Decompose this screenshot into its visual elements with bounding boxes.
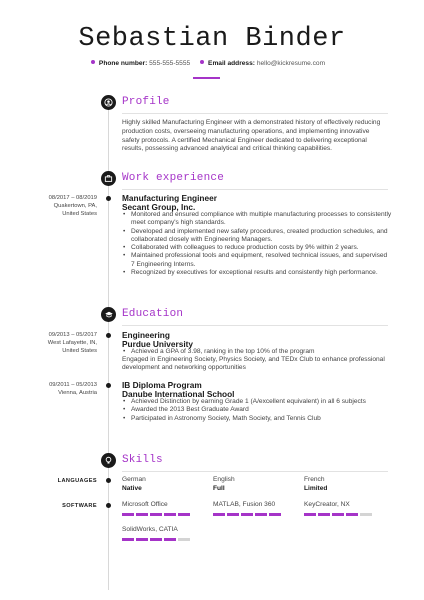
lightbulb-icon: [101, 453, 116, 468]
skill-rating-bar: [122, 538, 190, 541]
job-location: United States: [62, 211, 97, 217]
timeline-dot: [106, 478, 111, 483]
skill-rating-segment: [164, 513, 176, 516]
school-name: Danube International School: [122, 389, 235, 399]
skill-rating-segment: [227, 513, 239, 516]
language-level: Full: [213, 485, 225, 492]
education-date-range: 09/2011 – 05/2013: [49, 382, 97, 388]
section-divider: [122, 325, 388, 326]
list-item: • Awarded the 2013 Best Graduate Award: [122, 406, 392, 414]
skill-rating-segment: [122, 538, 134, 541]
job-company: Secant Group, Inc.: [122, 202, 196, 212]
skill-rating-bar: [122, 513, 190, 516]
software-name: MATLAB, Fusion 360: [213, 501, 276, 508]
graduation-cap-icon: [101, 307, 116, 322]
skill-rating-segment: [178, 513, 190, 516]
school-name: Purdue University: [122, 339, 194, 349]
work-section-title: Work experience: [122, 172, 225, 184]
list-item: • Collaborated with colleagues to reduce production costs by 9% within 2 years.: [122, 244, 392, 252]
skill-rating-bar: [213, 513, 281, 516]
skill-rating-segment: [136, 538, 148, 541]
profile-summary: Highly skilled Manufacturing Engineer with a demonstrated history of effectively reducing production costs, overseeing manufacturing operations, and implementing innovative safety protocols. A certified Mechanical Engineer dedicated to delivering exceptional results, possessing advanced analytical and critical thinking capabilities.: [122, 119, 381, 153]
contact-info: [0, 60, 424, 67]
languages-label: LANGUAGES: [57, 478, 97, 484]
job-date-range: 08/2017 – 08/2019: [48, 195, 97, 201]
degree-title: Engineering: [122, 330, 170, 340]
software-name: KeyCreator, NX: [304, 501, 350, 508]
skill-rating-segment: [150, 538, 162, 541]
list-item: • Developed and implemented new safety procedures, created production schedules, and collaborated closely with Engineering Managers.: [122, 228, 392, 245]
job-title: Manufacturing Engineer: [122, 193, 217, 203]
section-divider: [122, 189, 388, 190]
list-item: • Recognized by executives for exceptional results and consistently high performance.: [122, 269, 392, 277]
skill-rating-segment: [360, 513, 372, 516]
timeline-dot: [106, 503, 111, 508]
section-divider: [122, 471, 388, 472]
language-name: German: [122, 476, 146, 483]
phone-label: Phone number:: [98, 60, 148, 67]
education-date-range: 09/2013 – 05/2017: [48, 332, 97, 338]
software-name: SolidWorks, CATIA: [122, 526, 178, 533]
phone-value: 555-555-5555: [149, 60, 191, 67]
profile-section-title: Profile: [122, 96, 170, 108]
skill-rating-segment: [136, 513, 148, 516]
education-dates: [0, 331, 97, 355]
bullet-dot: [91, 60, 95, 64]
skill-rating-segment: [122, 513, 134, 516]
education-location: West Lafayette, IN,: [47, 340, 97, 346]
skill-rating-segment: [332, 513, 344, 516]
list-item: • Achieved Distinction by earning Grade 1 (A/excellent equivalent) in all 6 subjects: [122, 398, 392, 406]
job-location: Quakertown, PA,: [53, 203, 97, 209]
timeline-dot: [106, 196, 111, 201]
list-item: • Maintained professional tools and equipment, resolved technical issues, and supervised 7 Engineering Interns.: [122, 252, 392, 269]
skill-rating-segment: [304, 513, 316, 516]
language-level: Native: [122, 485, 142, 492]
education-note: Engaged in Engineering Society, Physics Society, and TEDx Club to enhance professional development and networking opportunities: [122, 356, 385, 372]
bullet-dot: [200, 60, 204, 64]
skills-section-title: Skills: [122, 454, 163, 466]
skill-rating-segment: [318, 513, 330, 516]
job-dates: [0, 194, 97, 218]
header-accent-bar: [193, 77, 220, 79]
software-name: Microsoft Office: [122, 501, 168, 508]
timeline-dot: [106, 333, 111, 338]
skill-rating-segment: [213, 513, 225, 516]
software-label: SOFTWARE: [62, 503, 97, 509]
skill-rating-bar: [304, 513, 372, 516]
email-value: hello@kickresume.com: [256, 60, 326, 67]
degree-title: IB Diploma Program: [122, 380, 202, 390]
skill-rating-segment: [269, 513, 281, 516]
timeline-dot: [106, 383, 111, 388]
education-dates: [0, 381, 97, 397]
list-item: • Achieved a GPA of 3.98, ranking in the top 10% of the program: [122, 348, 392, 356]
education-location: Vienna, Austria: [58, 390, 97, 396]
list-item: • Monitored and ensured compliance with multiple manufacturing processes to consistently meet company's high standards.: [122, 211, 392, 228]
skill-rating-segment: [241, 513, 253, 516]
person-icon: [101, 95, 116, 110]
section-divider: [122, 113, 388, 114]
education-bullets: [122, 398, 392, 423]
skill-rating-segment: [346, 513, 358, 516]
job-bullets: [122, 211, 392, 277]
candidate-name: Sebastian Binder: [78, 24, 346, 54]
skill-rating-segment: [164, 538, 176, 541]
language-name: French: [304, 476, 325, 483]
list-item: • Participated in Astronomy Society, Math Society, and Tennis Club: [122, 415, 392, 423]
language-name: English: [213, 476, 235, 483]
skill-rating-segment: [150, 513, 162, 516]
email-label: Email address:: [208, 60, 255, 67]
education-location: United States: [62, 348, 97, 354]
education-section-title: Education: [122, 308, 184, 320]
language-level: Limited: [304, 485, 328, 492]
skill-rating-segment: [178, 538, 190, 541]
briefcase-icon: [101, 171, 116, 186]
skill-rating-segment: [255, 513, 267, 516]
